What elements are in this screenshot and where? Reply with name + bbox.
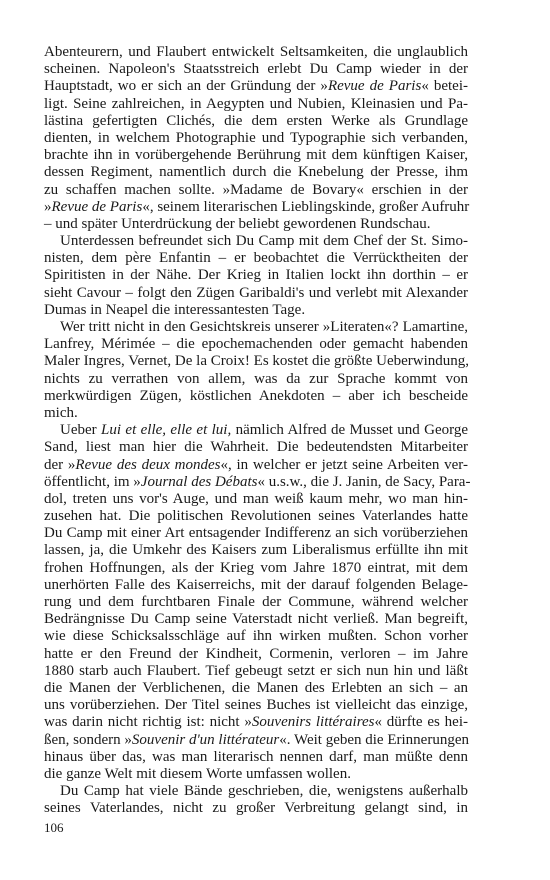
text-line: – und später Unterdrückung der beliebt gewordenen Rundschau. <box>44 215 431 232</box>
text-line: hatte er den Freund der Kindheit, Cormenin, verloren – im Jahre <box>44 645 468 662</box>
text-line: Lanfrey, Mérimée – die epochemachenden oder gemacht habenden <box>44 336 468 353</box>
text-line: Hauptstadt, wo er sich an der Gründung der »Revue de Paris« betei- <box>44 78 468 95</box>
text-line: seines Vaterlandes, nicht zu großer Verbreitung gelangt sind, in <box>44 800 468 817</box>
text-line: wie diese Schicksalsschläge auf ihn wirken mußten. Schon vorher <box>44 628 468 645</box>
text-line: öffentlicht, im »Journal des Débats« u.s.w., die J. Janin, de Sacy, Para- <box>44 473 471 490</box>
text-line: frohen Hoffnungen, als der Krieg vom Jahre 1870 eintrat, mit dem <box>44 559 468 576</box>
text-line: hinaus über das, was man literarisch nennen darf, man müßte denn <box>44 748 468 765</box>
text-line: brachte ihn in vorübergehende Berührung mit dem künftigen Kaiser, <box>44 147 468 164</box>
text-line: Abenteurern, und Flaubert entwickelt Seltsamkeiten, die unglaublich <box>44 44 468 60</box>
text-line: die ganze Welt mit diesem Worte umfassen wollen. <box>44 765 351 782</box>
page-number: 106 <box>44 820 64 835</box>
text-line: »Revue de Paris«, seinem literarischen Lieblingskinde, großer Aufruhr <box>44 198 470 215</box>
text-line: Bedrängnisse Du Camp seine Vaterstadt nicht verließ. Man begreift, <box>44 611 468 628</box>
text-line: lästina gefertigten Clichés, die dem ersten Werke als Grundlage <box>44 112 468 129</box>
text-line: unerhörten Falle des Kaiserreichs, mit der darauf folgenden Belage- <box>44 576 468 593</box>
text-line: der »Revue des deux mondes«, in welcher er jetzt seine Arbeiten ver- <box>44 456 468 473</box>
body-text <box>44 44 471 817</box>
text-line: zu schaffen machen sollte. »Madame de Bovary« erschien in der <box>44 181 468 198</box>
text-line: rung und dem furchtbaren Finale der Commune, während welcher <box>44 594 468 610</box>
text-line: Ueber Lui et elle, elle et lui, nämlich Alfred de Musset und George <box>60 422 468 439</box>
text-line: Unterdessen befreundet sich Du Camp mit dem Chef der St. Simo- <box>60 233 468 250</box>
text-line: Wer tritt nicht in den Gesichtskreis unserer »Literaten«? Lamartine, <box>60 319 468 335</box>
text-line: lassen, ja, die Umkehr des Kaisers zum Liberalismus erfüllte ihn mit <box>44 542 468 559</box>
text-line: ligt. Seine zahlreichen, in Aegypten und Nubien, Kleinasien und Pa- <box>44 95 468 112</box>
text-line: Maler Ingres, Vernet, De la Croix! Es kostet die größte Ueberwindung, <box>44 353 470 370</box>
text-line: Dumas in Neapel die interessantesten Tage. <box>44 301 306 318</box>
text-line: die Manen der Verblichenen, die Manen des Erlebten an sich – an <box>44 679 468 696</box>
text-line: scheinen. Napoleon's Staatsstreich erlebt Du Camp wieder in der <box>44 61 468 78</box>
text-line: 1880 starb auch Flaubert. Tief gebeugt setzt er sich nun hin und läßt <box>44 662 468 679</box>
text-line: nichts zu verrathen von allem, was da zur Sprache kommt von <box>44 370 468 387</box>
text-line: zusehen hat. Die politischen Revolutionen seines Vaterlandes hatte <box>44 508 468 525</box>
text-line: Du Camp hat viele Bände geschrieben, die, wenigstens außerhalb <box>60 783 468 800</box>
text-line: ßen, sondern »Souvenir d'un littérateur«. Weit geben die Erinnerungen <box>44 731 469 748</box>
text-line: uns vorüberziehen. Der Titel seines Buches ist vielleicht das einzige, <box>44 697 468 714</box>
text-line: dessen Regiment, namentlich durch die Knebelung der Presse, ihm <box>44 164 468 181</box>
text-line: sieht Cavour – folgt den Zügen Garibaldi's und verlebt mit Alexander <box>44 284 468 301</box>
text-line: mich. <box>44 404 78 421</box>
text-line: Spiritisten in der Nähe. Der Krieg in Italien lockt ihn dorthin – er <box>44 267 468 284</box>
text-line: Du Camp mit einer Art entsagender Indifferenz an sich vorüberziehen <box>44 525 468 542</box>
text-line: dienten, in welchem Photographie und Typographie sich verbanden, <box>44 129 468 146</box>
text-line: was darin nicht richtig ist: nicht »Souvenirs littéraires« dürfte es hei- <box>44 714 468 731</box>
text-line: nisten, dem père Enfantin – er beobachtet die Verrücktheiten der <box>44 250 468 267</box>
text-line: merkwürdigen Zügen, köstlichen Anekdoten – aber ich bescheide <box>44 387 468 404</box>
text-line: Sand, liest man hier die Wahrheit. Die bedeutendsten Mitarbeiter <box>44 439 468 456</box>
text-line: dol, treten uns vor's Auge, und man weiß kaum mehr, wo man hin- <box>44 490 468 507</box>
